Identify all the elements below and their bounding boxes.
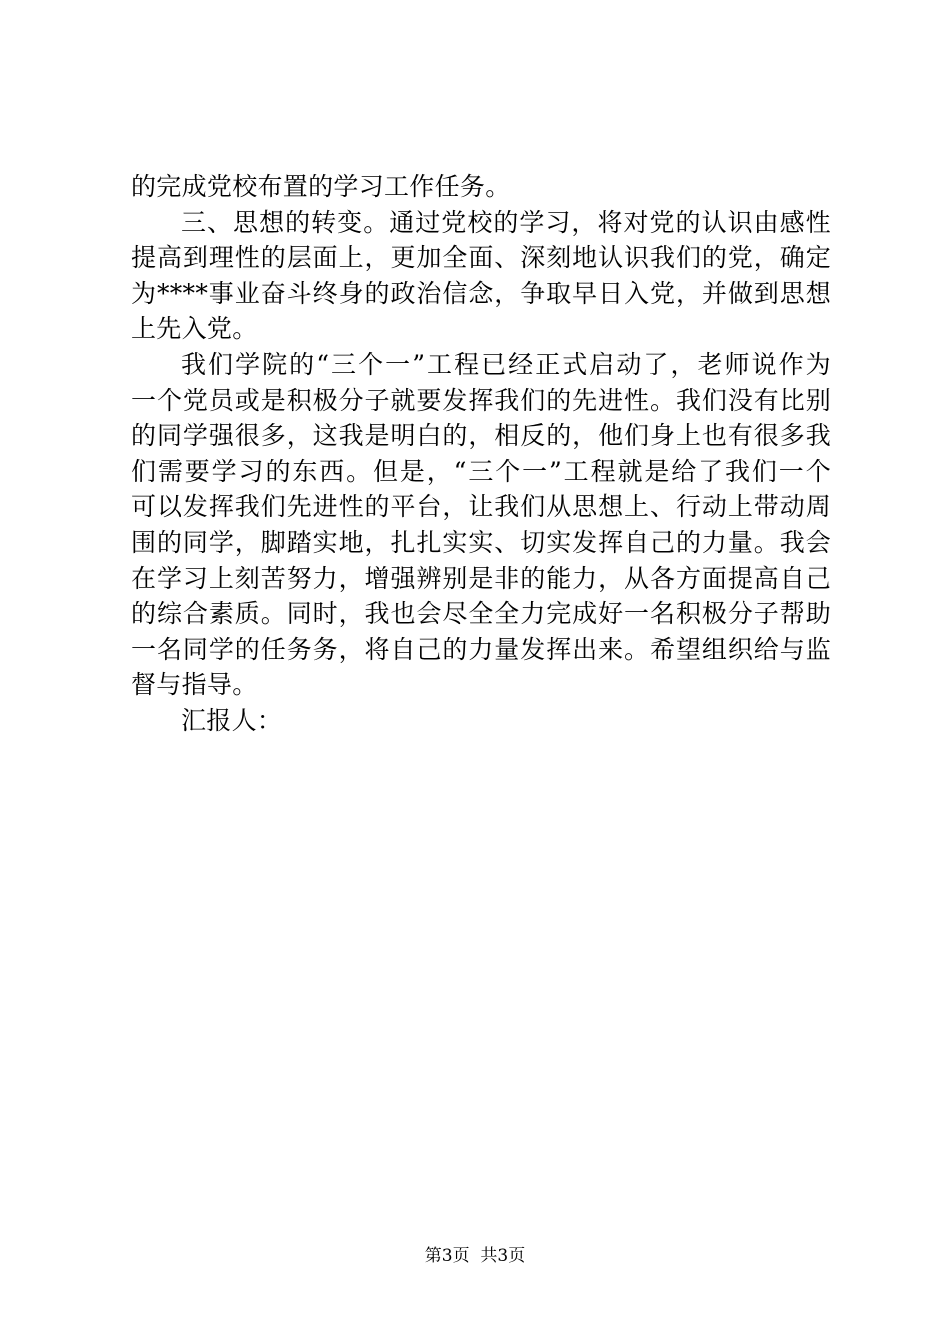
text-line: 提高到理性的层面上，更加全面、深刻地认识我们的党，确定: [131, 243, 831, 273]
reporter-label: 汇报人：: [181, 705, 283, 735]
text-line: 的综合素质。同时，我也会尽全全力完成好一名积极分子帮助: [131, 599, 831, 629]
text-line: 为****事业奋斗终身的政治信念，争取早日入党，并做到思想: [131, 278, 831, 308]
text-line: 一名同学的任务务，将自己的力量发挥出来。希望组织给与监: [131, 634, 831, 664]
text-line: 的同学强很多，这我是明白的，相反的，他们身上也有很多我: [131, 421, 831, 451]
text-line: 在学习上刻苦努力，增强辨别是非的能力，从各方面提高自己: [131, 563, 831, 593]
body-text: [131, 169, 831, 739]
text-line: 的完成党校布置的学习工作任务。: [131, 172, 511, 201]
text-line: 督与指导。: [131, 670, 258, 700]
page-number-footer: 第3页 共3页: [424, 1246, 526, 1266]
text-line: 们需要学习的东西。但是，“三个一”工程就是给了我们一个: [131, 456, 831, 486]
text-line: 一个党员或是积极分子就要发挥我们的先进性。我们没有比别: [131, 385, 831, 415]
text-line: 三、思想的转变。通过党校的学习，将对党的认识由感性: [181, 207, 831, 237]
text-line: 围的同学，脚踏实地，扎扎实实、切实发挥自己的力量。我会: [131, 527, 831, 557]
text-line: 可以发挥我们先进性的平台，让我们从思想上、行动上带动周: [131, 492, 831, 522]
text-line: 上先入党。: [131, 314, 258, 344]
text-line: 我们学院的“三个一”工程已经正式启动了，老师说作为: [181, 349, 831, 379]
